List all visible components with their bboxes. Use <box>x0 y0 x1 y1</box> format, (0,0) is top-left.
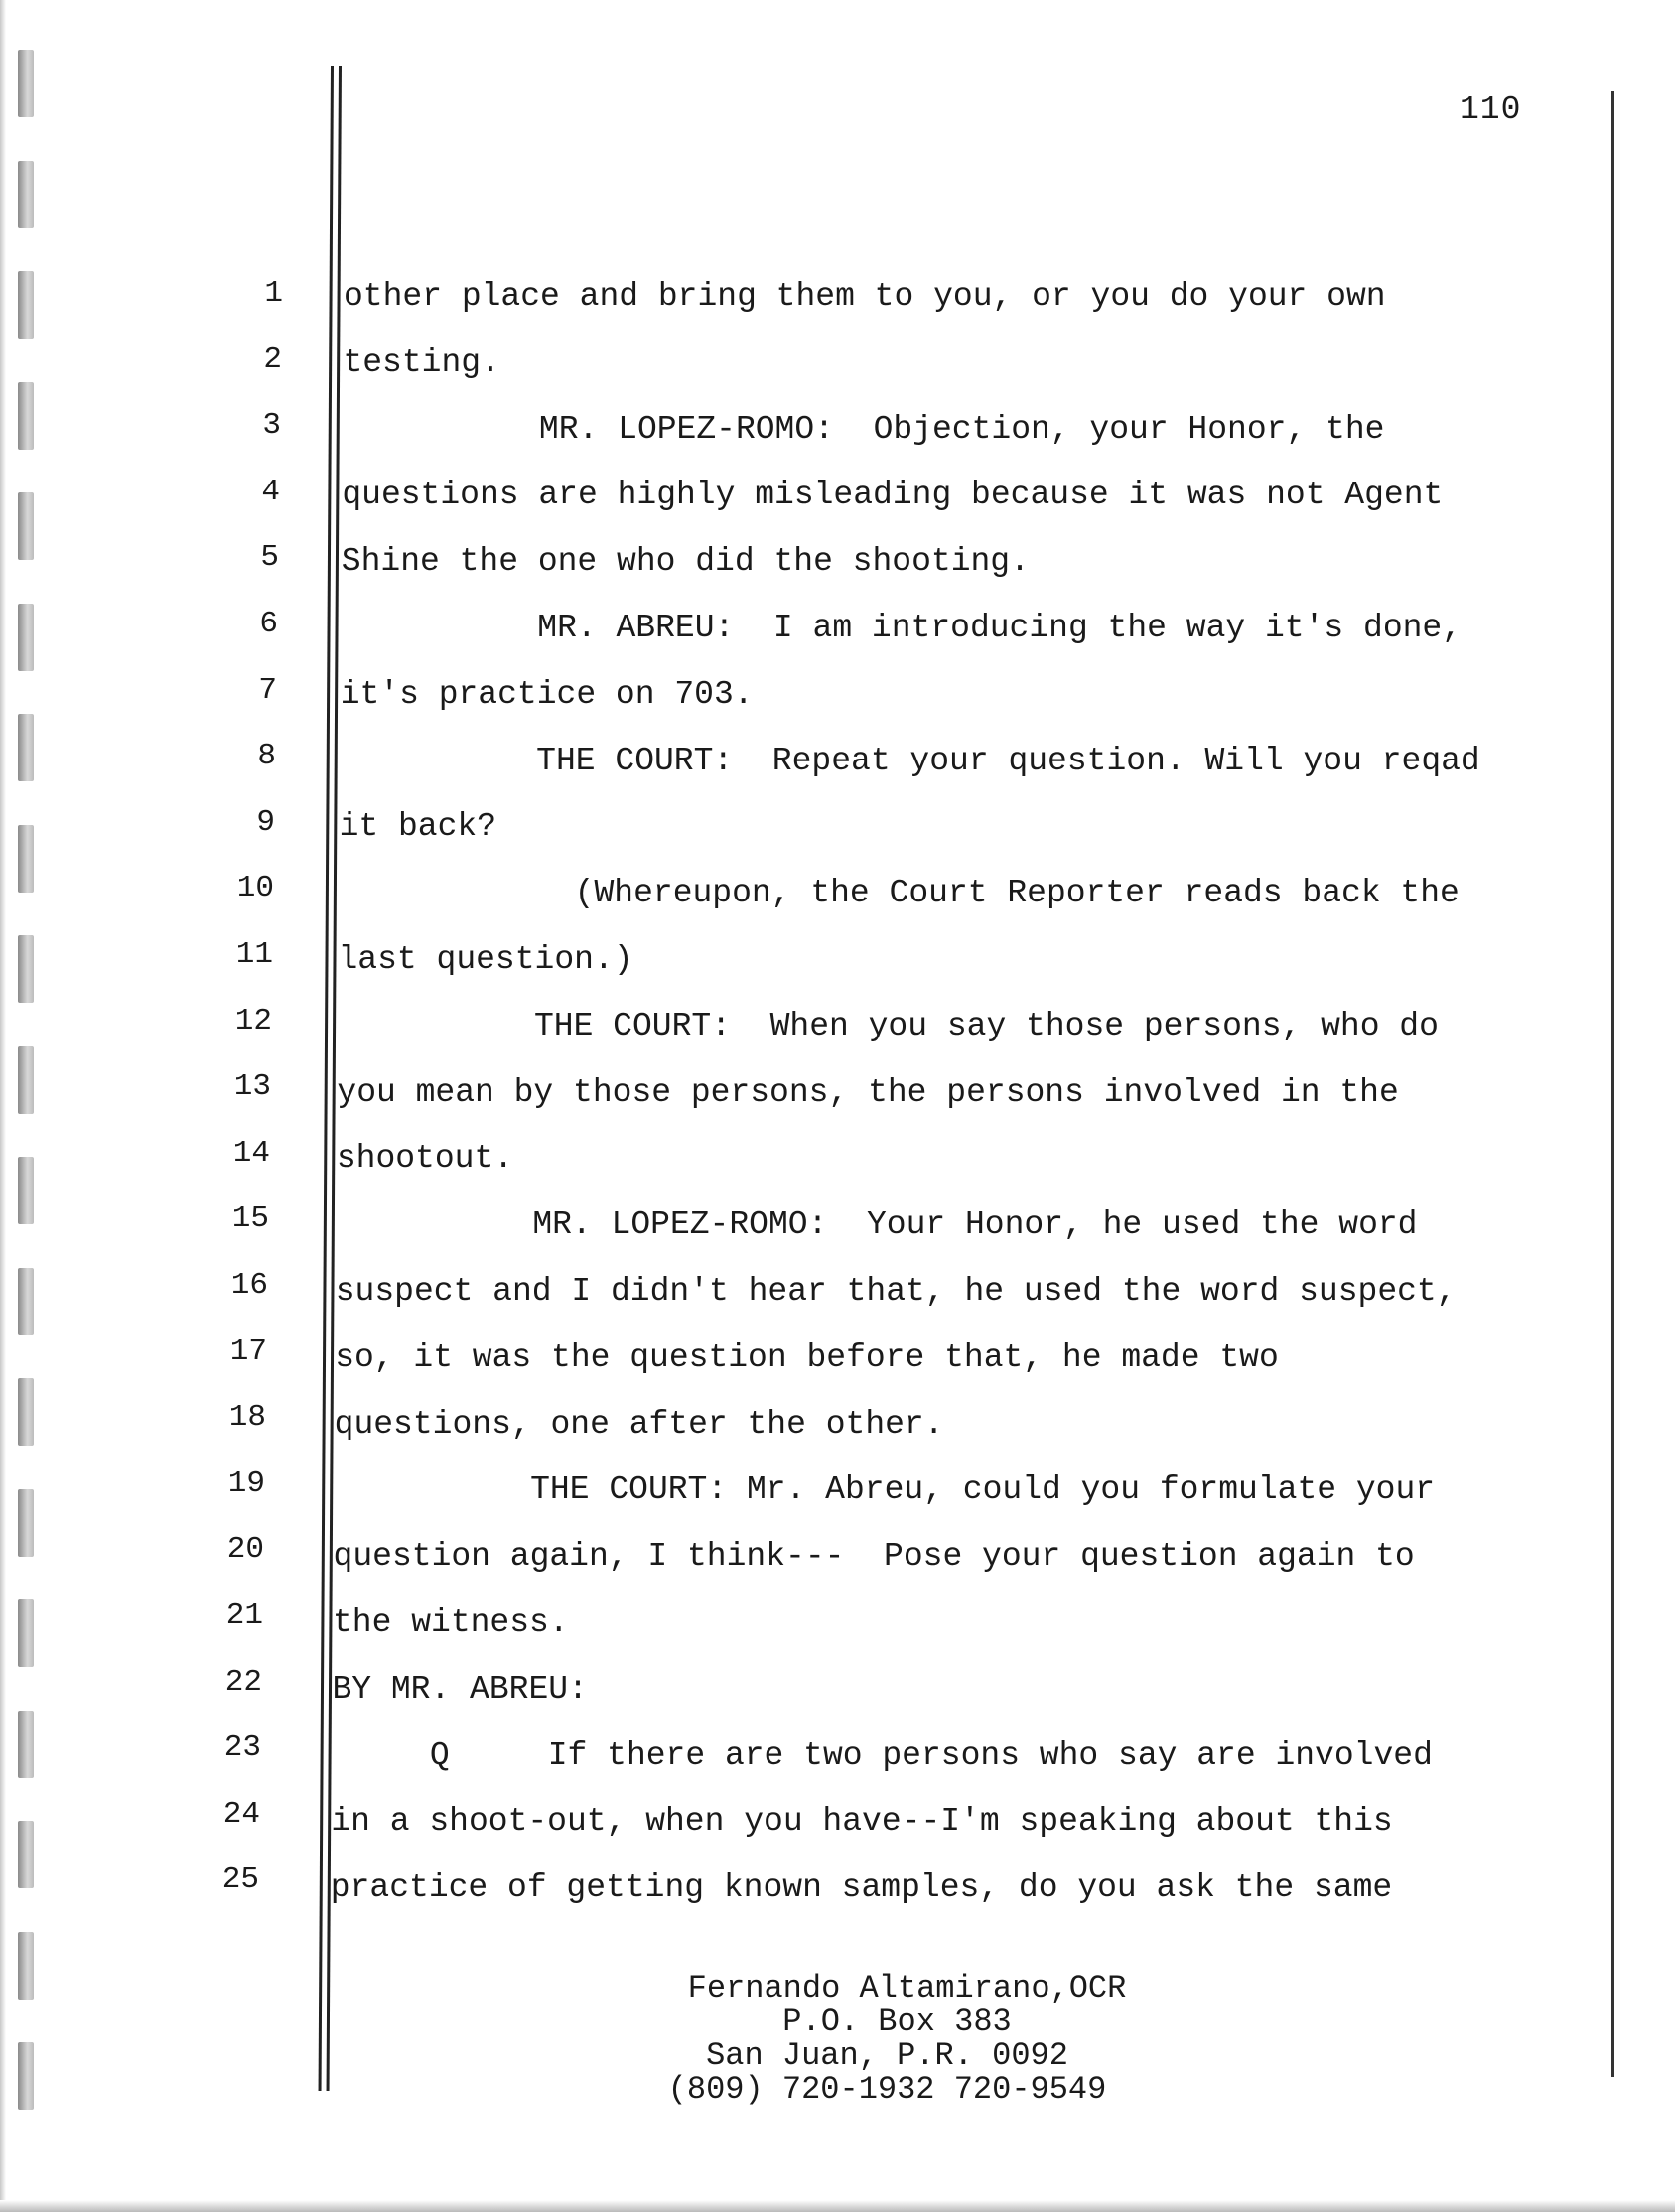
binder-hole <box>18 825 34 893</box>
line-number: 5 <box>260 540 279 576</box>
line-number: 18 <box>228 1400 266 1436</box>
transcript-line: other place and bring them to you, or you do your own <box>344 278 1386 315</box>
transcript-line: in a shoot-out, when you have--I'm speaking about this <box>331 1803 1393 1841</box>
binder-hole <box>18 50 34 117</box>
binder-hole <box>18 1268 34 1335</box>
line-number: 24 <box>222 1796 260 1832</box>
transcript-line: THE COURT: Repeat your question. Will you reqad <box>340 742 1480 779</box>
binder-hole <box>18 382 34 450</box>
binder-hole <box>18 1599 34 1667</box>
transcript-line: BY MR. ABREU: <box>332 1670 588 1708</box>
transcript-line: MR. LOPEZ-ROMO: Objection, your Honor, the <box>342 410 1385 448</box>
line-number: 8 <box>257 739 276 774</box>
right-margin-rule <box>1611 91 1614 2077</box>
line-number: 6 <box>259 607 278 641</box>
binder-hole <box>18 1932 34 2000</box>
binder-hole <box>18 1821 34 1888</box>
binder-hole <box>18 1711 34 1778</box>
transcript-line: last question.) <box>338 941 633 978</box>
line-number: 12 <box>234 1003 272 1038</box>
transcript-line: MR. ABREU: I am introducing the way it's done, <box>341 610 1463 646</box>
transcript-line: suspect and I didn't hear that, he used the word suspect, <box>335 1273 1457 1310</box>
reporter-phones: (809) 720-1932 720-9549 <box>667 2071 1107 2108</box>
transcript-line: questions are highly misleading because it was not Agent <box>342 477 1444 514</box>
binder-hole <box>18 714 34 781</box>
line-number: 10 <box>236 871 274 906</box>
binder-hole <box>18 1378 34 1446</box>
binder-hole <box>18 1157 34 1224</box>
transcript-line: MR. LOPEZ-ROMO: Your Honor, he used the word <box>336 1206 1418 1244</box>
transcript-line: you mean by those persons, the persons involved in the <box>337 1073 1399 1111</box>
binder-hole <box>18 604 34 671</box>
line-number: 17 <box>229 1333 267 1369</box>
binder-hole <box>18 271 34 339</box>
transcript-line: questions, one after the other. <box>334 1405 944 1443</box>
transcript-line: the witness. <box>333 1604 569 1641</box>
line-number: 4 <box>261 474 280 509</box>
transcript-line: it's practice on 703. <box>340 675 754 713</box>
line-number: 2 <box>263 342 282 377</box>
line-number: 20 <box>226 1532 264 1568</box>
binder-hole <box>18 492 34 560</box>
line-number: 13 <box>233 1069 271 1105</box>
transcript-line: Shine the one who did the shooting. <box>341 543 1030 581</box>
transcript-line: shootout. <box>336 1140 514 1177</box>
line-number: 19 <box>227 1465 265 1501</box>
page-edge-bottom <box>0 2200 1675 2212</box>
line-number: 23 <box>223 1730 261 1766</box>
left-margin-rule-outer <box>319 66 334 2091</box>
line-number: 21 <box>225 1598 263 1633</box>
line-number: 14 <box>232 1135 270 1171</box>
line-number: 22 <box>224 1664 262 1700</box>
transcript-line: question again, I think--- Pose your question again to <box>333 1538 1415 1576</box>
page-number: 110 <box>1460 91 1522 128</box>
transcript-line: it back? <box>339 808 497 846</box>
binder-hole <box>18 935 34 1003</box>
binder-hole <box>18 161 34 228</box>
binder-hole <box>18 1489 34 1557</box>
transcript-line: THE COURT: When you say those persons, who do <box>337 1007 1439 1044</box>
line-number: 16 <box>230 1268 268 1303</box>
transcript-line: THE COURT: Mr. Abreu, could you formulate your <box>334 1471 1436 1509</box>
line-number: 3 <box>262 408 281 444</box>
binder-hole <box>18 2042 34 2110</box>
page-edge-left <box>0 0 6 2212</box>
transcript-line: so, it was the question before that, he made two <box>335 1338 1279 1376</box>
reporter-address-box: P.O. Box 383 <box>782 2004 1012 2040</box>
transcript-line: Q If there are two persons who say are involved <box>331 1736 1433 1774</box>
line-number: 7 <box>258 672 277 708</box>
reporter-address-city: San Juan, P.R. 0092 <box>706 2037 1068 2074</box>
binder-hole <box>18 1046 34 1114</box>
line-number: 15 <box>231 1201 269 1237</box>
line-number: 11 <box>235 937 273 972</box>
transcript-line: testing. <box>343 344 500 381</box>
transcript-line: (Whereupon, the Court Reporter reads back the <box>339 875 1460 912</box>
line-number: 9 <box>256 804 275 840</box>
transcript-line: practice of getting known samples, do you ask the same <box>330 1869 1393 1907</box>
line-number: 25 <box>221 1863 259 1898</box>
line-number: 1 <box>264 276 283 311</box>
reporter-name: Fernando Altamirano,OCR <box>687 1970 1127 2006</box>
